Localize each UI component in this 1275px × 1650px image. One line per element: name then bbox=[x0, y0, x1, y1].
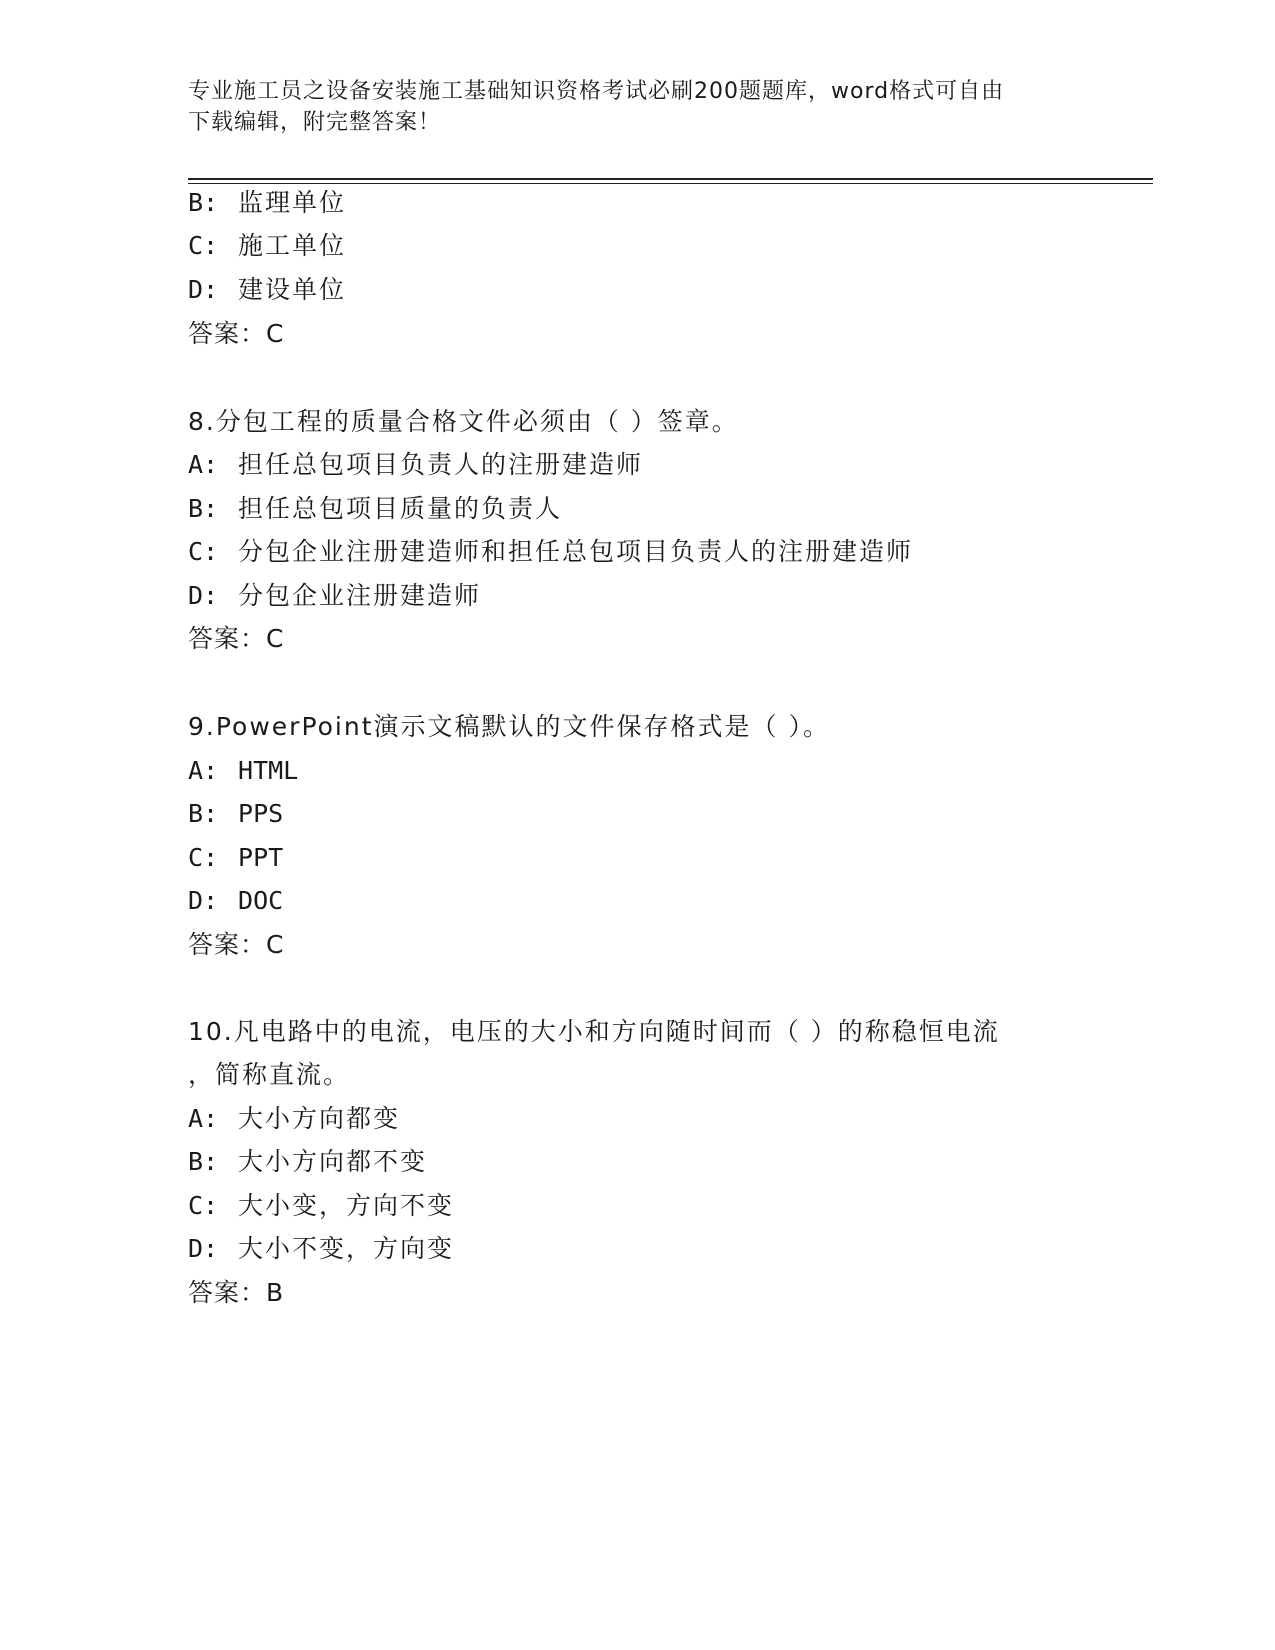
q9-option-b: B: PPS bbox=[188, 799, 284, 828]
q9-option-a: A: HTML bbox=[188, 756, 299, 785]
q10-question-line2: ，简称直流。 bbox=[188, 1060, 351, 1089]
q8-question: 8.分包工程的质量合格文件必须由（ ）签章。 bbox=[188, 407, 739, 436]
q8-option-c: C: 分包企业注册建造师和担任总包项目负责人的注册建造师 bbox=[188, 537, 914, 566]
q7-answer: 答案：C bbox=[188, 319, 285, 348]
q8-option-d: D: 分包企业注册建造师 bbox=[188, 581, 482, 610]
q10-option-a: A: 大小方向都变 bbox=[188, 1104, 401, 1133]
q10-option-d: D: 大小不变，方向变 bbox=[188, 1234, 455, 1263]
q9-answer: 答案：C bbox=[188, 930, 285, 959]
q7-option-d: D: 建设单位 bbox=[188, 275, 347, 304]
q7-option-c: C: 施工单位 bbox=[188, 231, 347, 260]
document-header bbox=[188, 76, 1068, 138]
q8-answer: 答案：C bbox=[188, 624, 285, 653]
q10-answer: 答案：B bbox=[188, 1278, 285, 1307]
q7-option-b: B: 监理单位 bbox=[188, 188, 347, 217]
header-title-line1: 专业施工员之设备安装施工基础知识资格考试必刷200题题库，word格式可自由 bbox=[188, 79, 1005, 104]
header-divider-thick bbox=[188, 178, 1153, 180]
q10-option-b: B: 大小方向都不变 bbox=[188, 1147, 428, 1176]
header-divider-thin bbox=[188, 183, 1153, 184]
header-title-line2: 下载编辑，附完整答案！ bbox=[188, 110, 442, 135]
q10-question-line1: 10.凡电路中的电流，电压的大小和方向随时间而（ ）的称稳恒电流 bbox=[188, 1017, 1000, 1046]
q9-option-c: C: PPT bbox=[188, 843, 284, 872]
q9-option-d: D: DOC bbox=[188, 886, 284, 915]
q8-option-a: A: 担任总包项目负责人的注册建造师 bbox=[188, 450, 644, 479]
q9-question: 9.PowerPoint演示文稿默认的文件保存格式是（ ）。 bbox=[188, 712, 830, 741]
q10-option-c: C: 大小变，方向不变 bbox=[188, 1191, 455, 1220]
q8-option-b: B: 担任总包项目质量的负责人 bbox=[188, 494, 563, 523]
